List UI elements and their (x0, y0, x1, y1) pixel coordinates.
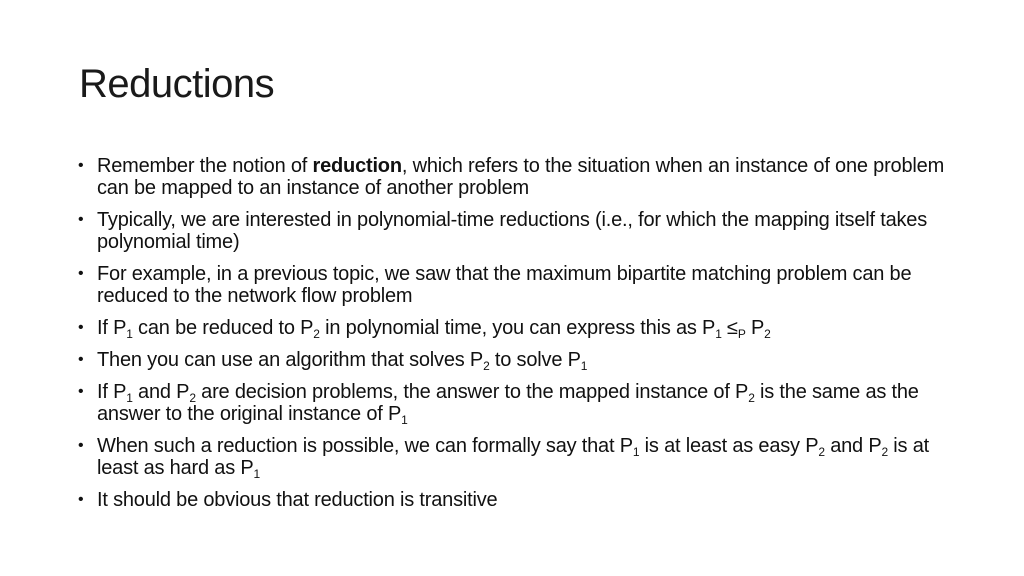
bullet-dot: • (78, 351, 84, 368)
bullet-item (78, 317, 958, 339)
bullet-dot: • (78, 383, 84, 400)
bullet-text: If P (97, 317, 127, 339)
bullet-text: Remember the notion of (97, 155, 313, 177)
bullet-item (78, 263, 958, 307)
slide-title: Reductions (79, 62, 275, 106)
bullet-text: and P (132, 381, 190, 403)
bullet-dot: • (78, 437, 84, 454)
bullet-text: is at least as hard as P (97, 435, 929, 479)
bullet-bold-term: reduction (312, 155, 402, 177)
subscript: 1 (580, 359, 588, 373)
bullet-text: to solve P (489, 349, 581, 371)
bullet-dot: • (78, 319, 84, 336)
bullet-text: is at least as easy P (639, 435, 819, 457)
bullet-dot: • (78, 491, 84, 508)
bullet-text: When such a reduction is possible, we can formally say that P (97, 435, 633, 457)
bullet-text: ≤ (721, 317, 738, 339)
bullet-dot: • (78, 157, 84, 174)
bullet-text: For example, in a previous topic, we saw that the maximum bipartite matching problem can be reduced to the network flow problem (97, 263, 912, 307)
bullet-list (78, 155, 958, 521)
bullet-item (78, 209, 958, 253)
subscript: 1 (632, 445, 640, 459)
subscript: 2 (748, 391, 755, 405)
subscript: 2 (189, 391, 196, 405)
bullet-text: Typically, we are interested in polynomial-time reductions (i.e., for which the mapping itself takes polynomial time) (97, 209, 928, 253)
bullet-dot: • (78, 265, 84, 282)
subscript: 1 (126, 391, 133, 405)
subscript: 2 (483, 359, 490, 373)
bullet-dot: • (78, 211, 84, 228)
bullet-text: are decision problems, the answer to the mapped instance of P (195, 381, 749, 403)
subscript: 2 (881, 445, 888, 459)
subscript: 1 (715, 327, 722, 341)
bullet-item (78, 349, 958, 371)
bullet-text: P (745, 317, 765, 339)
bullet-text: If P (97, 381, 127, 403)
bullet-item (78, 435, 958, 479)
subscript: 1 (401, 413, 408, 427)
bullet-text: is the same as the answer to the original instance of P (97, 381, 919, 425)
bullet-item (78, 155, 958, 199)
subscript: 2 (764, 327, 771, 341)
bullet-text: Then you can use an algorithm that solves P (97, 349, 484, 371)
subscript: 2 (313, 327, 320, 341)
bullet-text: in polynomial time, you can express this as P (319, 317, 716, 339)
bullet-text: and P (824, 435, 882, 457)
subscript: 1 (253, 467, 260, 481)
bullet-text: , which refers to the situation when an instance of one problem can be mapped to an instance of another problem (97, 155, 945, 199)
bullet-text: can be reduced to P (132, 317, 314, 339)
bullet-item (78, 489, 958, 511)
subscript: P (737, 327, 746, 341)
subscript: 1 (126, 327, 133, 341)
bullet-item (78, 381, 958, 425)
bullet-text: It should be obvious that reduction is transitive (97, 489, 498, 511)
subscript: 2 (818, 445, 825, 459)
